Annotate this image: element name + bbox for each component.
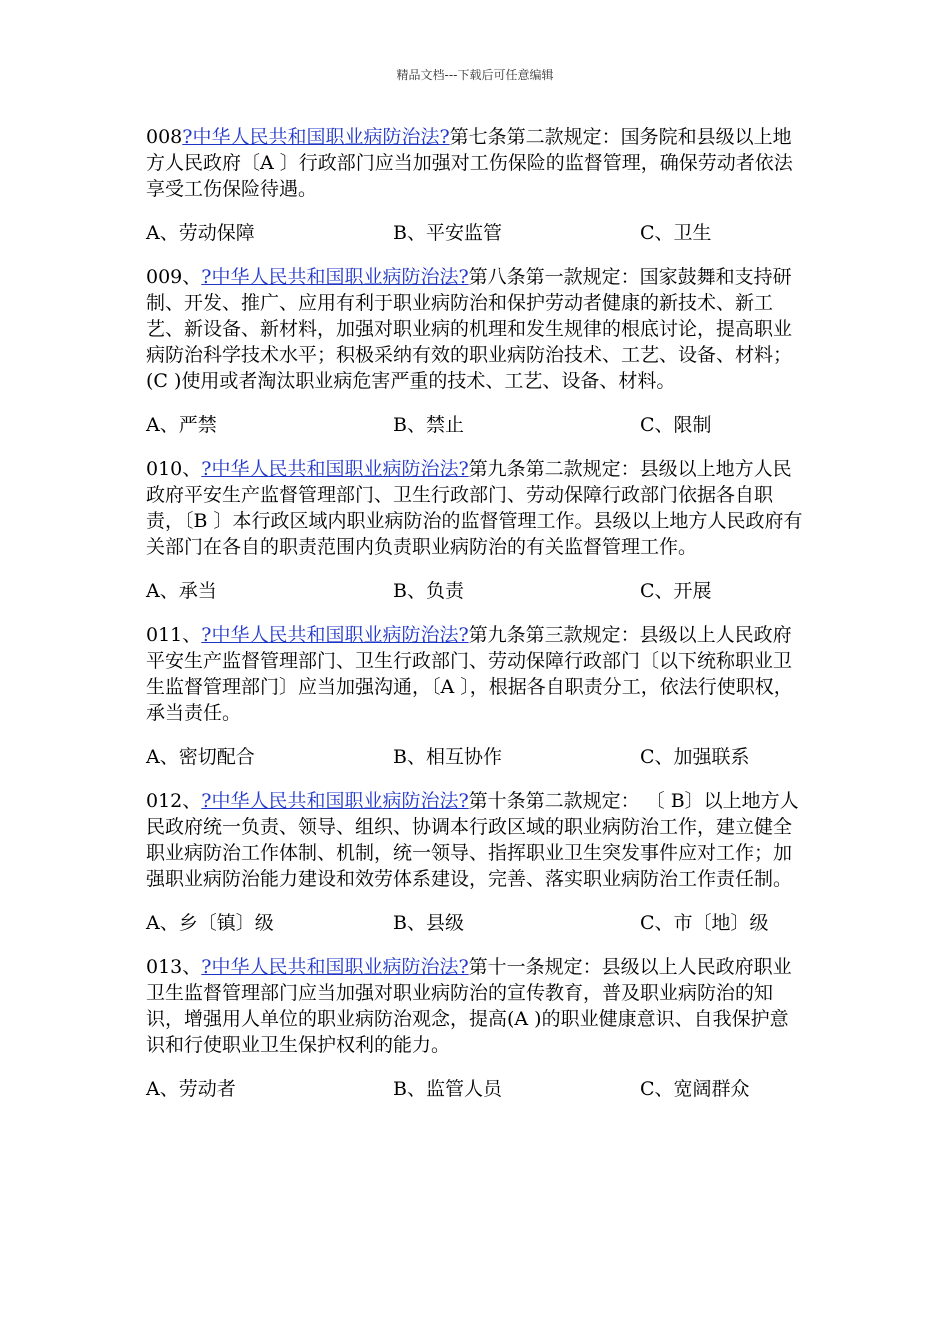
question-body: 第九条第二款规定：县级以上地方人民政府平安生产监督管理部门、卫生行政部门、劳动保障行政部门依据各自职责，〔B 〕本行政区域内职业病防治的监督管理工作。县级以上地方人民政府有关部门在各自的职责范围内负责职业病防治的有关监督管理工作。: [146, 458, 803, 558]
question-013: [146, 954, 806, 1102]
document-body: [146, 124, 806, 1120]
law-title-link[interactable]: ?中华人民共和国职业病防治法?: [201, 956, 469, 978]
question-008: [146, 124, 806, 246]
law-title-link[interactable]: ?中华人民共和国职业病防治法?: [182, 126, 450, 148]
option-b: B、县级: [393, 912, 464, 934]
answer-options: [146, 412, 806, 438]
option-a: A、密切配合: [146, 746, 255, 768]
question-text: [146, 788, 806, 892]
question-number: 010、: [146, 458, 202, 480]
option-c: C、市〔地〕级: [640, 912, 769, 934]
page-header: 精品文档---下载后可任意编辑: [396, 68, 554, 82]
question-number: 011、: [146, 624, 202, 646]
question-body: 第十条第二款规定： 〔 B〕以上地方人民政府统一负责、领导、组织、协调本行政区域的职业病防治工作，建立健全职业病防治工作体制、机制，统一领导、指挥职业卫生突发事件应对工作；加强职业病防治能力建设和效劳体系建设，完善、落实职业病防治工作责任制。: [146, 790, 799, 890]
question-body: 第八条第一款规定：国家鼓舞和支持研制、开发、推广、应用有利于职业病防治和保护劳动者健康的新技术、新工艺、新设备、新材料，加强对职业病的机理和发生规律的根底讨论，提高职业病防治科学技术水平；积极采纳有效的职业病防治技术、工艺、设备、材料；(C )使用或者淘汰职业病危害严重的技术、工艺、设备、材料。: [146, 266, 793, 392]
question-number: 013、: [146, 956, 202, 978]
option-a: A、劳动者: [146, 1078, 236, 1100]
law-title-link[interactable]: ?中华人民共和国职业病防治法?: [201, 624, 469, 646]
question-body: 第七条第二款规定：国务院和县级以上地方人民政府〔A 〕行政部门应当加强对工伤保险的监督管理，确保劳动者依法享受工伤保险待遇。: [146, 126, 793, 200]
answer-options: [146, 910, 806, 936]
question-010: [146, 456, 806, 604]
question-text: [146, 124, 806, 202]
option-b: B、负责: [393, 580, 464, 602]
option-b: B、监管人员: [393, 1078, 502, 1100]
question-009: [146, 264, 806, 438]
question-text: [146, 456, 806, 560]
question-number: 008: [146, 126, 183, 148]
question-body: 第十一条规定：县级以上人民政府职业卫生监督管理部门应当加强对职业病防治的宣传教育，普及职业病防治的知识，增强用人单位的职业病防治观念，提高(A )的职业健康意识、自我保护意识和行使职业卫生保护权利的能力。: [146, 956, 792, 1056]
answer-options: [146, 1076, 806, 1102]
answer-options: [146, 578, 806, 604]
option-b: B、相互协作: [393, 746, 502, 768]
question-body: 第九条第三款规定：县级以上人民政府平安生产监督管理部门、卫生行政部门、劳动保障行政部门〔以下统称职业卫生监督管理部门〕应当加强沟通，〔A 〕，根据各自职责分工，依法行使职权，承当责任。: [146, 624, 793, 724]
option-b: B、禁止: [393, 414, 464, 436]
law-title-link[interactable]: ?中华人民共和国职业病防治法?: [201, 458, 469, 480]
option-a: A、劳动保障: [146, 222, 255, 244]
option-c: C、开展: [640, 580, 712, 602]
question-011: [146, 622, 806, 770]
answer-options: [146, 220, 806, 246]
question-012: [146, 788, 806, 936]
question-number: 012、: [146, 790, 202, 812]
option-a: A、严禁: [146, 414, 217, 436]
question-text: [146, 954, 806, 1058]
option-a: A、承当: [146, 580, 217, 602]
question-text: [146, 622, 806, 726]
option-c: C、加强联系: [640, 746, 750, 768]
option-c: C、限制: [640, 414, 712, 436]
law-title-link[interactable]: ?中华人民共和国职业病防治法?: [201, 266, 469, 288]
option-a: A、乡〔镇〕级: [146, 912, 274, 934]
question-text: [146, 264, 806, 394]
option-c: C、卫生: [640, 222, 712, 244]
answer-options: [146, 744, 806, 770]
question-number: 009、: [146, 266, 202, 288]
option-b: B、平安监管: [393, 222, 502, 244]
option-c: C、宽阔群众: [640, 1078, 750, 1100]
law-title-link[interactable]: ?中华人民共和国职业病防治法?: [201, 790, 469, 812]
